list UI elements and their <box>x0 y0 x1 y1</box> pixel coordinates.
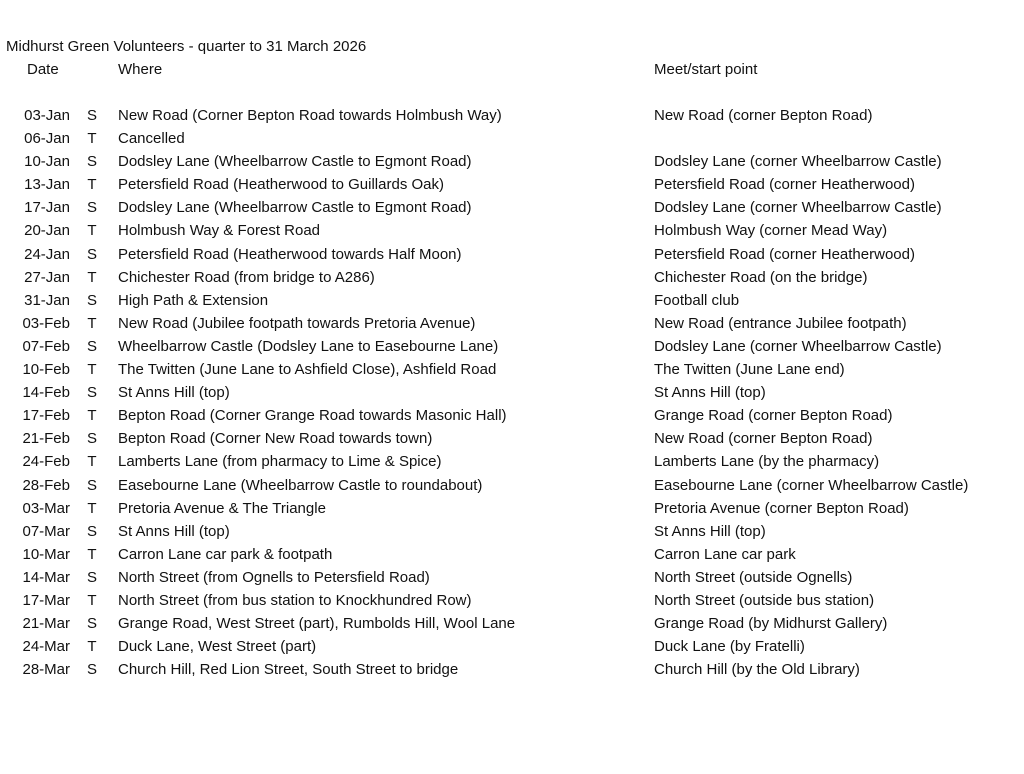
row-session-type: T <box>87 222 97 240</box>
table-row <box>0 199 1024 222</box>
row-where: Grange Road, West Street (part), Rumbolds Hill, Wool Lane <box>118 615 516 633</box>
row-meet-point: St Anns Hill (top) <box>654 384 766 402</box>
row-session-type: S <box>86 661 97 679</box>
row-session-type: S <box>86 615 97 633</box>
row-date: 10-Jan <box>24 153 70 171</box>
row-meet-point: Grange Road (corner Bepton Road) <box>654 407 893 425</box>
table-row <box>0 222 1024 245</box>
row-session-type: S <box>86 568 97 586</box>
table-row <box>0 384 1024 407</box>
row-meet-point: Holmbush Way (corner Mead Way) <box>654 222 888 240</box>
row-meet-point: Petersfield Road (corner Heatherwood) <box>654 245 915 263</box>
row-date: 03-Mar <box>22 499 70 517</box>
row-where: Petersfield Road (Heatherwood towards Half Moon) <box>118 245 462 263</box>
row-date: 06-Jan <box>24 130 70 148</box>
row-where: Easebourne Lane (Wheelbarrow Castle to roundabout) <box>118 476 483 494</box>
row-session-type: T <box>87 638 97 656</box>
row-date: 21-Mar <box>22 615 70 633</box>
row-meet-point: Grange Road (by Midhurst Gallery) <box>654 615 888 633</box>
row-date: 07-Mar <box>22 522 70 540</box>
row-where: Pretoria Avenue & The Triangle <box>118 499 326 517</box>
table-row <box>0 523 1024 546</box>
row-meet-point: North Street (outside Ognells) <box>654 568 853 586</box>
row-session-type: S <box>86 337 97 355</box>
schedule-table <box>0 107 1024 684</box>
row-where: Dodsley Lane (Wheelbarrow Castle to Egmont Road) <box>118 153 472 171</box>
row-date: 28-Feb <box>22 476 70 494</box>
row-where: North Street (from Ognells to Petersfield Road) <box>118 568 430 586</box>
row-session-type: S <box>86 522 97 540</box>
table-row <box>0 546 1024 569</box>
row-date: 24-Mar <box>22 638 70 656</box>
table-row <box>0 407 1024 430</box>
row-where: The Twitten (June Lane to Ashfield Close), Ashfield Road <box>118 361 497 379</box>
table-row <box>0 269 1024 292</box>
row-date: 07-Feb <box>22 337 70 355</box>
row-date: 03-Jan <box>24 107 70 124</box>
row-session-type: T <box>87 314 97 332</box>
row-date: 10-Feb <box>22 361 70 379</box>
row-meet-point: Duck Lane (by Fratelli) <box>654 638 805 656</box>
row-date: 20-Jan <box>24 222 70 240</box>
row-date: 10-Mar <box>22 545 70 563</box>
row-date: 13-Jan <box>24 176 70 194</box>
row-where: Petersfield Road (Heatherwood to Guillards Oak) <box>118 176 444 194</box>
table-row <box>0 292 1024 315</box>
row-session-type: T <box>87 545 97 563</box>
row-where: Duck Lane, West Street (part) <box>118 638 317 656</box>
row-meet-point: The Twitten (June Lane end) <box>654 361 845 379</box>
row-date: 17-Feb <box>22 407 70 425</box>
row-session-type: T <box>87 499 97 517</box>
row-date: 28-Mar <box>22 661 70 679</box>
row-where: Bepton Road (Corner Grange Road towards Masonic Hall) <box>118 407 507 425</box>
row-session-type: S <box>86 430 97 448</box>
column-header-date: Date <box>27 61 59 78</box>
row-meet-point: Chichester Road (on the bridge) <box>654 268 868 286</box>
table-row <box>0 338 1024 361</box>
row-date: 14-Feb <box>22 384 70 402</box>
row-date: 14-Mar <box>22 568 70 586</box>
row-session-type: S <box>86 199 97 217</box>
row-session-type: S <box>86 291 97 309</box>
row-where: High Path & Extension <box>118 291 269 309</box>
row-session-type: T <box>87 591 97 609</box>
row-where: Lamberts Lane (from pharmacy to Lime & Spice) <box>118 453 442 471</box>
table-row <box>0 615 1024 638</box>
table-row <box>0 315 1024 338</box>
row-date: 21-Feb <box>22 430 70 448</box>
row-date: 24-Jan <box>24 245 70 263</box>
row-where: St Anns Hill (top) <box>118 522 230 540</box>
table-row <box>0 500 1024 523</box>
row-session-type: S <box>86 153 97 171</box>
row-session-type: T <box>87 407 97 425</box>
row-date: 03-Feb <box>22 314 70 332</box>
row-meet-point: Dodsley Lane (corner Wheelbarrow Castle) <box>654 153 942 171</box>
row-where: St Anns Hill (top) <box>118 384 230 402</box>
column-header-meet-point: Meet/start point <box>654 61 758 78</box>
row-where: Church Hill, Red Lion Street, South Street to bridge <box>118 661 459 679</box>
row-session-type: S <box>86 476 97 494</box>
row-meet-point: St Anns Hill (top) <box>654 522 766 540</box>
table-row <box>0 176 1024 199</box>
table-row <box>0 453 1024 476</box>
table-row <box>0 246 1024 269</box>
row-date: 17-Jan <box>24 199 70 217</box>
table-row <box>0 638 1024 661</box>
table-row <box>0 107 1024 130</box>
document-title: Midhurst Green Volunteers - quarter to 31 March 2026 <box>6 38 367 55</box>
row-session-type: S <box>86 107 97 124</box>
table-row <box>0 569 1024 592</box>
table-row <box>0 361 1024 384</box>
row-meet-point: Easebourne Lane (corner Wheelbarrow Castle) <box>654 476 969 494</box>
row-where: Carron Lane car park & footpath <box>118 545 333 563</box>
row-date: 27-Jan <box>24 268 70 286</box>
row-date: 17-Mar <box>22 591 70 609</box>
row-meet-point: New Road (entrance Jubilee footpath) <box>654 314 907 332</box>
row-where: North Street (from bus station to Knockhundred Row) <box>118 591 472 609</box>
row-meet-point: New Road (corner Bepton Road) <box>654 107 873 124</box>
row-session-type: T <box>87 453 97 471</box>
row-meet-point: Petersfield Road (corner Heatherwood) <box>654 176 915 194</box>
table-row <box>0 130 1024 153</box>
column-header-where: Where <box>118 61 163 78</box>
row-meet-point: Carron Lane car park <box>654 545 796 563</box>
row-where: Wheelbarrow Castle (Dodsley Lane to Easebourne Lane) <box>118 337 499 355</box>
row-meet-point: Football club <box>654 291 740 309</box>
row-meet-point: Dodsley Lane (corner Wheelbarrow Castle) <box>654 199 942 217</box>
table-row <box>0 477 1024 500</box>
row-meet-point: North Street (outside bus station) <box>654 591 875 609</box>
row-where: New Road (Jubilee footpath towards Pretoria Avenue) <box>118 314 476 332</box>
row-meet-point: New Road (corner Bepton Road) <box>654 430 873 448</box>
row-date: 31-Jan <box>24 291 70 309</box>
row-meet-point: Church Hill (by the Old Library) <box>654 661 860 679</box>
row-session-type: T <box>87 176 97 194</box>
table-row <box>0 430 1024 453</box>
row-meet-point: Dodsley Lane (corner Wheelbarrow Castle) <box>654 337 942 355</box>
row-meet-point: Lamberts Lane (by the pharmacy) <box>654 453 880 471</box>
row-where: Holmbush Way & Forest Road <box>118 222 321 240</box>
row-meet-point: Pretoria Avenue (corner Bepton Road) <box>654 499 909 517</box>
row-session-type: S <box>86 245 97 263</box>
row-where: Bepton Road (Corner New Road towards town) <box>118 430 433 448</box>
row-session-type: T <box>87 361 97 379</box>
row-session-type: S <box>86 384 97 402</box>
table-row <box>0 153 1024 176</box>
row-where: Chichester Road (from bridge to A286) <box>118 268 375 286</box>
row-where: Cancelled <box>118 130 185 148</box>
row-where: Dodsley Lane (Wheelbarrow Castle to Egmont Road) <box>118 199 472 217</box>
table-row <box>0 661 1024 684</box>
row-session-type: T <box>87 268 97 286</box>
row-date: 24-Feb <box>22 453 70 471</box>
table-row <box>0 592 1024 615</box>
row-session-type: T <box>87 130 97 148</box>
row-where: New Road (Corner Bepton Road towards Holmbush Way) <box>118 107 502 124</box>
